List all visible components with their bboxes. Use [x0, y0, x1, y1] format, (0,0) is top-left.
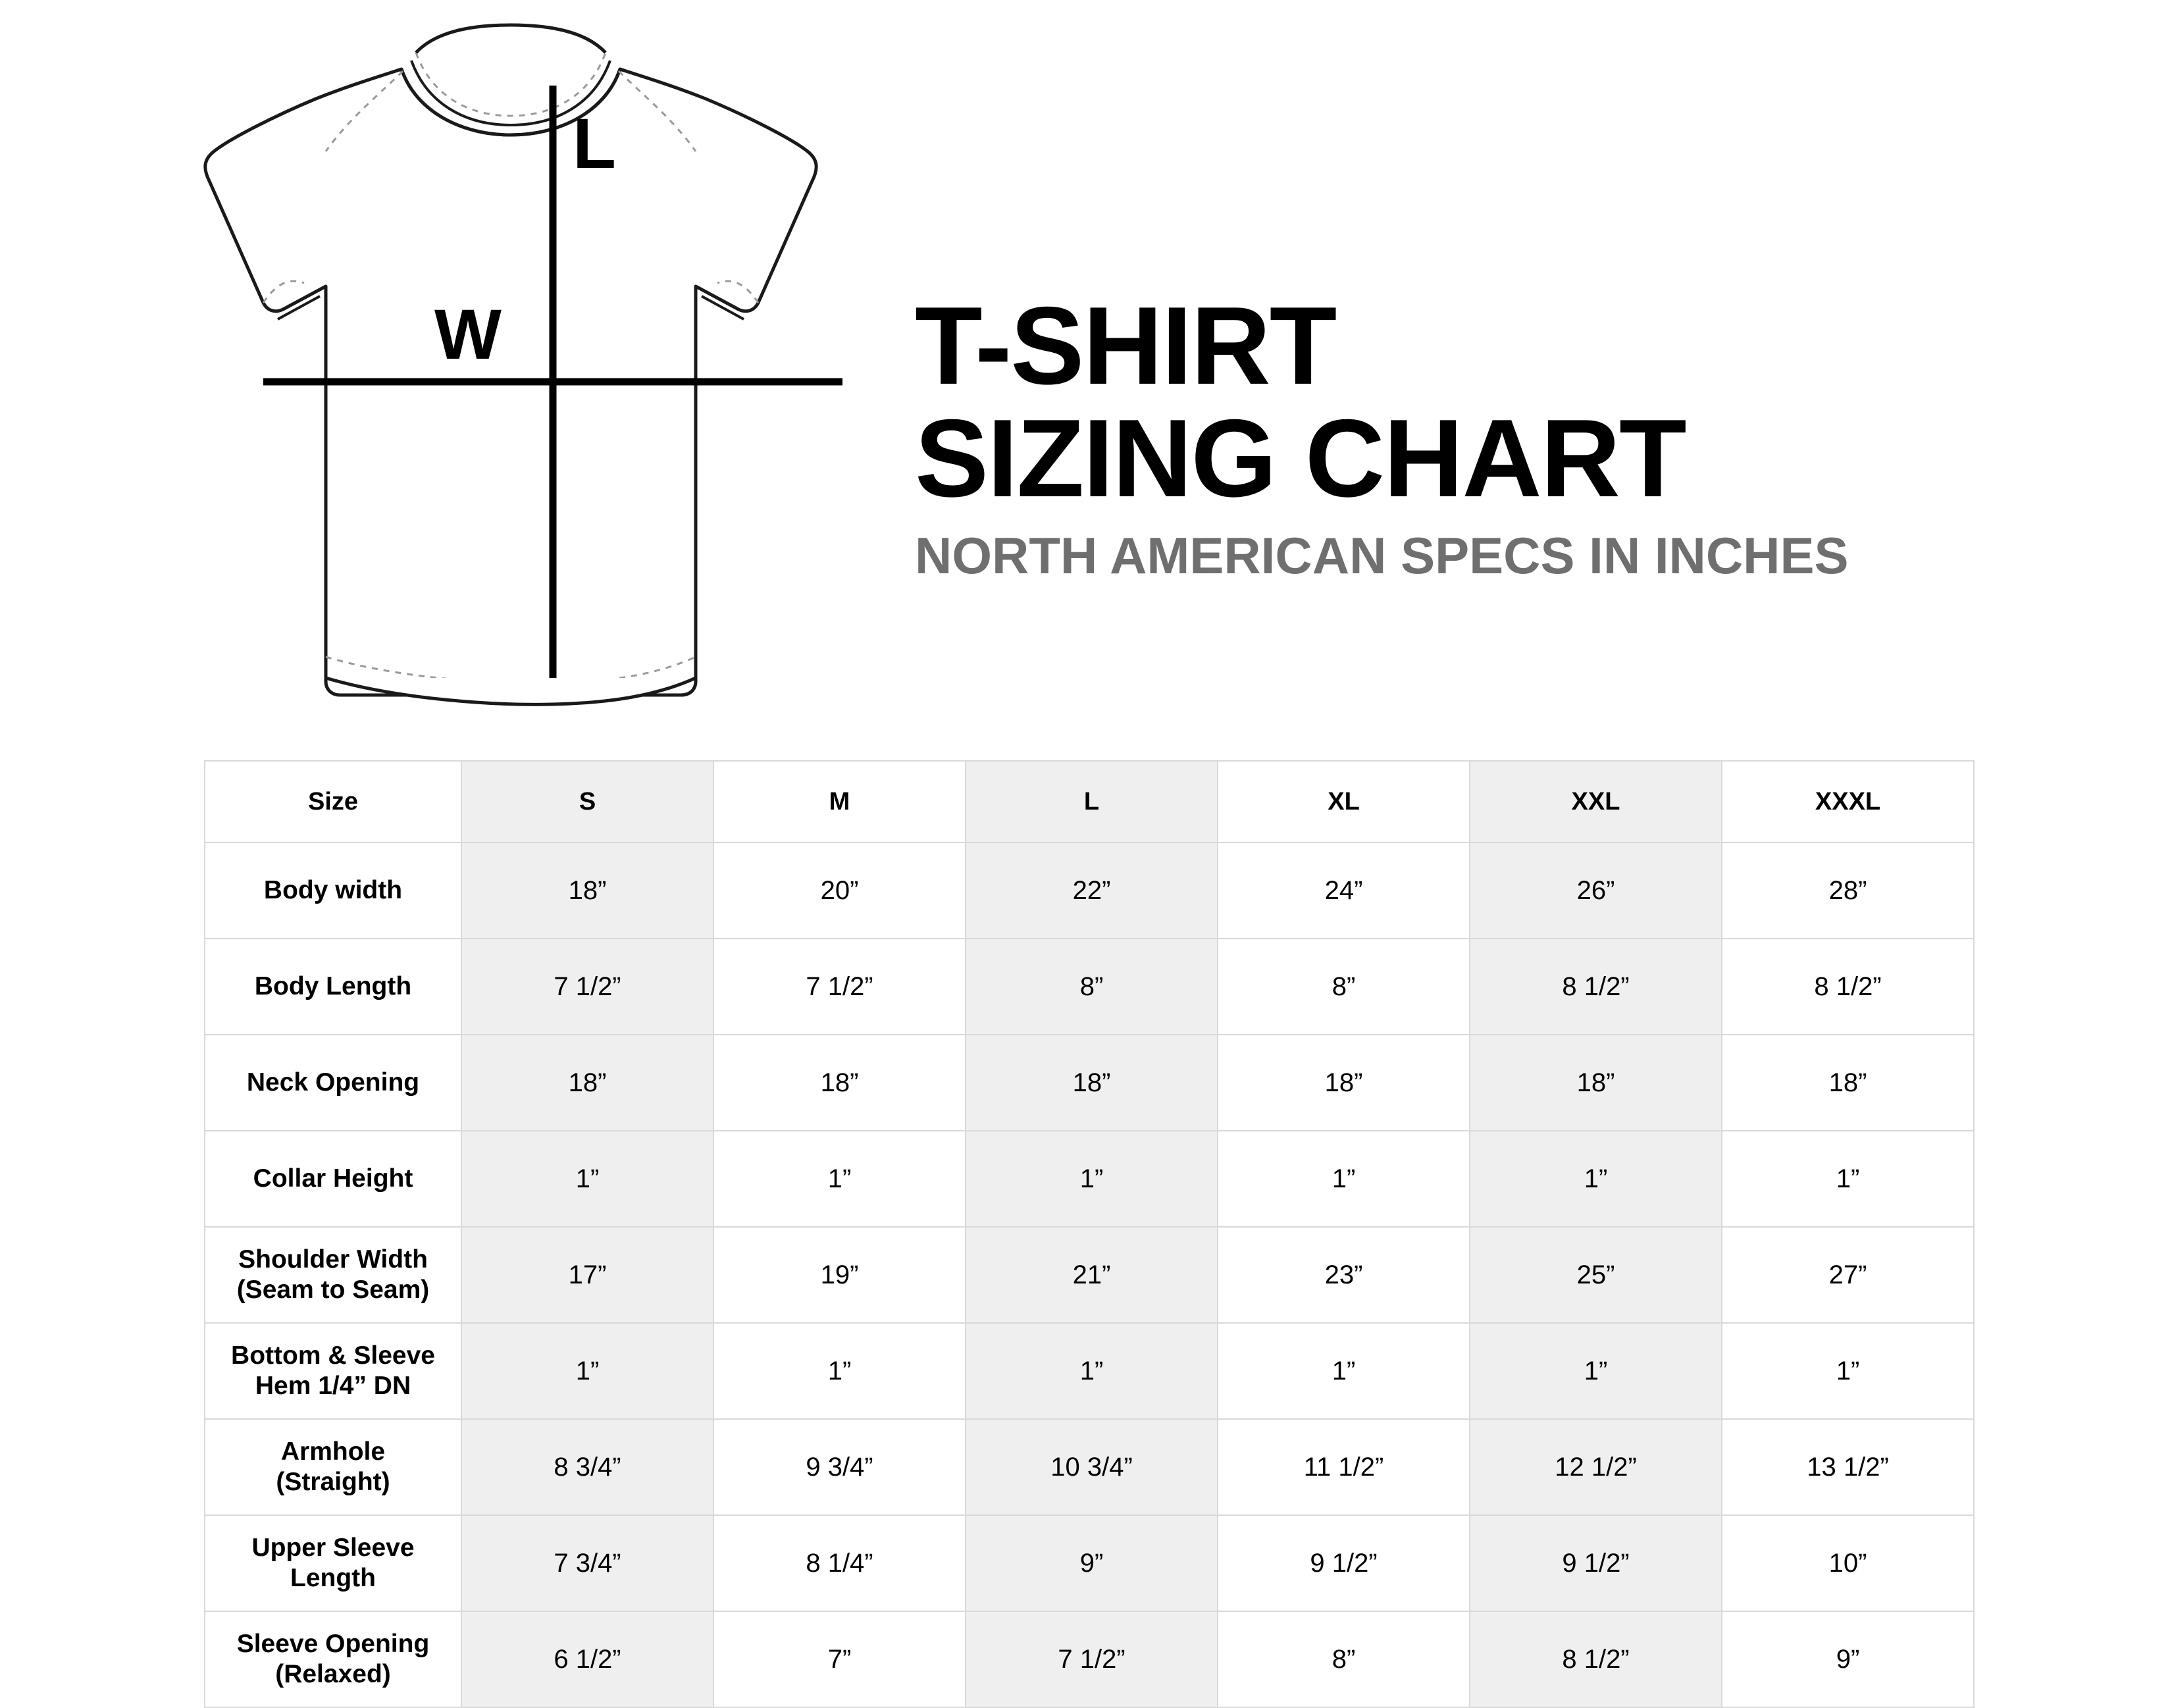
table-row	[205, 1227, 1974, 1323]
cell-armhole-s: 8 3/4”	[461, 1419, 713, 1515]
sizing-table-wrapper	[204, 760, 1975, 1708]
row-label-shoulder-width	[205, 1227, 461, 1323]
width-marker-label: W	[434, 294, 502, 374]
header	[0, 0, 2172, 737]
cell-upper-sleeve-length-s: 7 3/4”	[461, 1515, 713, 1611]
cell-sleeve-opening-m: 7”	[713, 1611, 966, 1707]
row-label-shoulder-width-line-1: Shoulder Width	[238, 1245, 428, 1274]
cell-upper-sleeve-length-xxl: 9 1/2”	[1470, 1515, 1722, 1611]
table-row	[205, 939, 1974, 1035]
cell-collar-height-m: 1”	[713, 1131, 966, 1227]
cell-body-length-xxl: 8 1/2”	[1470, 939, 1722, 1035]
cell-sleeve-opening-xxxl: 9”	[1722, 1611, 1974, 1707]
row-label-armhole-line-1: Armhole	[280, 1437, 386, 1466]
cell-upper-sleeve-length-xl: 9 1/2”	[1218, 1515, 1470, 1611]
row-label-neck-opening: Neck Opening	[205, 1035, 461, 1131]
row-label-upper-sleeve-length-line-1: Upper Sleeve	[251, 1533, 415, 1562]
row-label-body-length: Body Length	[205, 939, 461, 1035]
cell-bottom-sleeve-hem-xxl: 1”	[1470, 1323, 1722, 1419]
cell-body-width-l: 22”	[966, 842, 1218, 939]
cell-neck-opening-s: 18”	[461, 1035, 713, 1131]
table-row	[205, 1035, 1974, 1131]
cell-armhole-xxxl: 13 1/2”	[1722, 1419, 1974, 1515]
row-label-body-width: Body width	[205, 842, 461, 939]
cell-neck-opening-xxxl: 18”	[1722, 1035, 1974, 1131]
cell-shoulder-width-xxxl: 27”	[1722, 1227, 1974, 1323]
cell-body-length-xxxl: 8 1/2”	[1722, 939, 1974, 1035]
column-header-l: L	[966, 761, 1218, 842]
page-title-line-1: T-SHIRT	[915, 284, 1336, 407]
cell-body-width-xxl: 26”	[1470, 842, 1722, 939]
cell-neck-opening-l: 18”	[966, 1035, 1218, 1131]
cell-body-length-m: 7 1/2”	[713, 939, 966, 1035]
cell-sleeve-opening-xxl: 8 1/2”	[1470, 1611, 1722, 1707]
row-label-bottom-sleeve-hem-line-1: Bottom & Sleeve	[231, 1341, 435, 1370]
cell-body-width-xl: 24”	[1218, 842, 1470, 939]
cell-shoulder-width-xl: 23”	[1218, 1227, 1470, 1323]
row-label-armhole	[205, 1419, 461, 1515]
cell-body-width-s: 18”	[461, 842, 713, 939]
tshirt-outline-icon	[184, 20, 856, 717]
cell-armhole-m: 9 3/4”	[713, 1419, 966, 1515]
row-label-bottom-sleeve-hem-line-2: Hem 1/4” DN	[255, 1372, 411, 1400]
column-header-xxl: XXL	[1470, 761, 1722, 842]
cell-bottom-sleeve-hem-xl: 1”	[1218, 1323, 1470, 1419]
table-corner-label: Size	[205, 761, 461, 842]
cell-body-length-l: 8”	[966, 939, 1218, 1035]
cell-collar-height-s: 1”	[461, 1131, 713, 1227]
cell-body-length-s: 7 1/2”	[461, 939, 713, 1035]
column-header-m: M	[713, 761, 966, 842]
cell-upper-sleeve-length-m: 8 1/4”	[713, 1515, 966, 1611]
cell-bottom-sleeve-hem-s: 1”	[461, 1323, 713, 1419]
cell-collar-height-xl: 1”	[1218, 1131, 1470, 1227]
row-label-armhole-line-2: (Straight)	[276, 1468, 390, 1496]
sizing-table	[204, 760, 1975, 1708]
column-header-s: S	[461, 761, 713, 842]
column-header-xxxl: XXXL	[1722, 761, 1974, 842]
table-header-row	[205, 761, 1974, 842]
cell-shoulder-width-l: 21”	[966, 1227, 1218, 1323]
row-label-shoulder-width-line-2: (Seam to Seam)	[236, 1276, 430, 1304]
column-header-xl: XL	[1218, 761, 1470, 842]
cell-body-length-xl: 8”	[1218, 939, 1470, 1035]
table-row	[205, 1323, 1974, 1419]
row-label-upper-sleeve-length-line-2: Length	[290, 1564, 376, 1592]
cell-sleeve-opening-l: 7 1/2”	[966, 1611, 1218, 1707]
row-label-collar-height: Collar Height	[205, 1131, 461, 1227]
tshirt-diagram	[184, 20, 856, 717]
cell-armhole-l: 10 3/4”	[966, 1419, 1218, 1515]
cell-sleeve-opening-xl: 8”	[1218, 1611, 1470, 1707]
cell-neck-opening-xl: 18”	[1218, 1035, 1470, 1131]
row-label-bottom-sleeve-hem	[205, 1323, 461, 1419]
cell-neck-opening-m: 18”	[713, 1035, 966, 1131]
cell-shoulder-width-xxl: 25”	[1470, 1227, 1722, 1323]
cell-armhole-xxl: 12 1/2”	[1470, 1419, 1722, 1515]
cell-shoulder-width-m: 19”	[713, 1227, 966, 1323]
cell-shoulder-width-s: 17”	[461, 1227, 713, 1323]
table-row	[205, 1131, 1974, 1227]
table-row	[205, 842, 1974, 939]
cell-bottom-sleeve-hem-l: 1”	[966, 1323, 1218, 1419]
table-row	[205, 1515, 1974, 1611]
cell-armhole-xl: 11 1/2”	[1218, 1419, 1470, 1515]
page-subtitle: NORTH AMERICAN SPECS IN INCHES	[915, 526, 1849, 584]
title-block	[915, 284, 2093, 586]
cell-collar-height-l: 1”	[966, 1131, 1218, 1227]
row-label-upper-sleeve-length	[205, 1515, 461, 1611]
cell-sleeve-opening-s: 6 1/2”	[461, 1611, 713, 1707]
row-label-sleeve-opening-line-1: Sleeve Opening	[236, 1629, 430, 1658]
cell-bottom-sleeve-hem-xxxl: 1”	[1722, 1323, 1974, 1419]
table-row	[205, 1611, 1974, 1707]
cell-body-width-m: 20”	[713, 842, 966, 939]
cell-collar-height-xxxl: 1”	[1722, 1131, 1974, 1227]
length-marker-label: L	[573, 103, 616, 183]
page-title-line-2: SIZING CHART	[915, 396, 1686, 521]
cell-upper-sleeve-length-xxxl: 10”	[1722, 1515, 1974, 1611]
row-label-sleeve-opening-line-2: (Relaxed)	[275, 1660, 391, 1688]
cell-body-width-xxxl: 28”	[1722, 842, 1974, 939]
cell-bottom-sleeve-hem-m: 1”	[713, 1323, 966, 1419]
cell-neck-opening-xxl: 18”	[1470, 1035, 1722, 1131]
cell-upper-sleeve-length-l: 9”	[966, 1515, 1218, 1611]
row-label-sleeve-opening	[205, 1611, 461, 1707]
table-row	[205, 1419, 1974, 1515]
cell-collar-height-xxl: 1”	[1470, 1131, 1722, 1227]
